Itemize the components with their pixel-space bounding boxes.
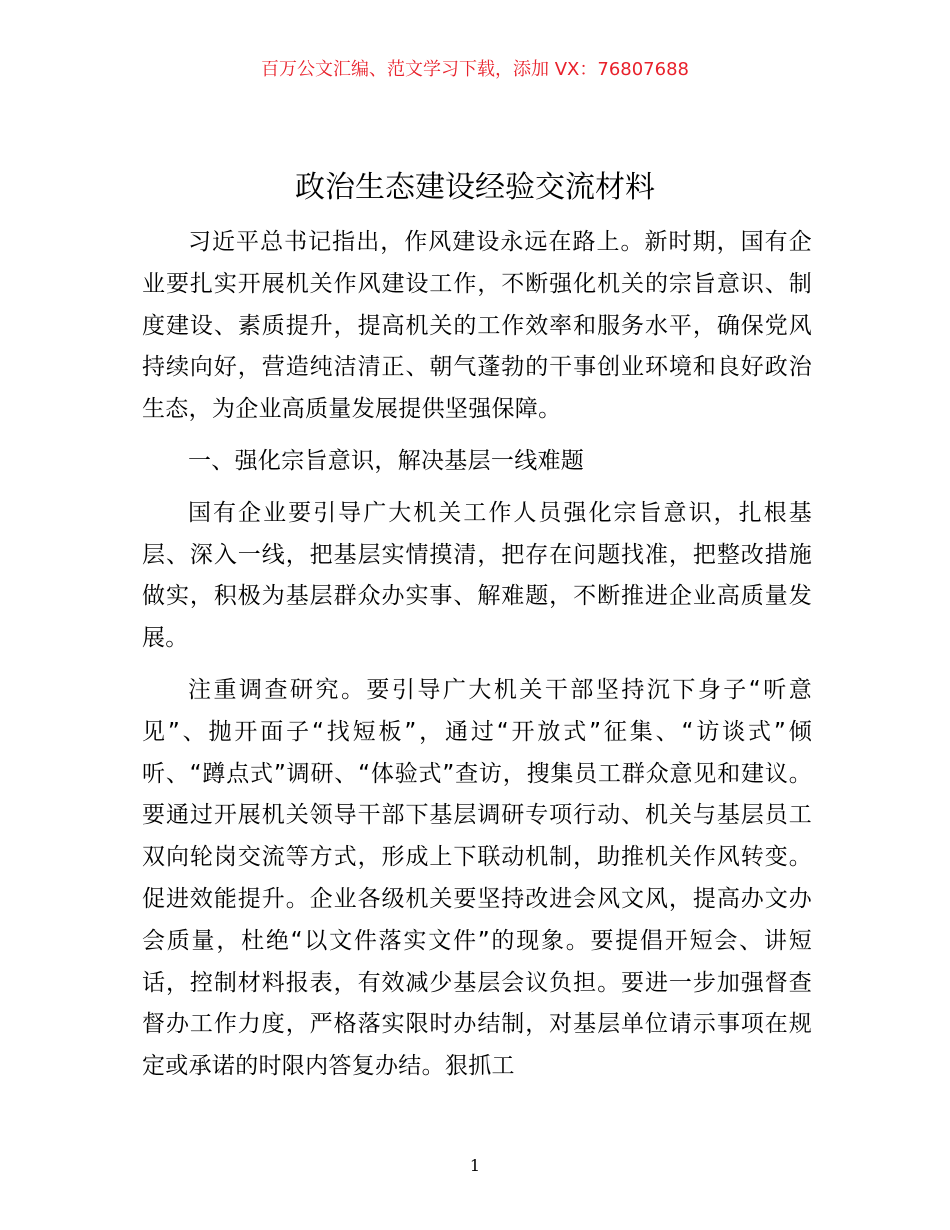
header-banner: 百万公文汇编、范文学习下载，添加 VX：76807688 [261,59,689,80]
paragraph-intro: 习近平总书记指出，作风建设永远在路上。新时期，国有企业要扎实开展机关作风建设工作，不断强化机关的宗旨意识、制度建设、素质提升，提高机关的工作效率和服务水平，确保党风持续向好，营造纯洁清正、朝气蓬勃的干事创业环境和良好政治生态，为企业高质量发展提供坚强保障。 [142,229,812,423]
section-heading-1: 一、强化宗旨意识，解决基层一线难题 [188,447,585,474]
page-number: 1 [469,1156,481,1175]
document-body [142,222,812,1098]
document-title: 政治生态建设经验交流材料 [295,170,655,205]
paragraph-research: 注重调查研究。要引导广大机关干部坚持沉下身子“听意见”、抛开面子“找短板”，通过“开放式”征集、“访谈式”倾听、“蹲点式”调研、“体验式”查访，搜集员工群众意见和建议。要通过开展机关领导干部下基层调研专项行动、机关与基层员工双向轮岗交流等方式，形成上下联动机制，助推机关作风转变。促进效能提升。企业各级机关要坚持改进会风文风，提高办文办会质量，杜绝“以文件落实文件”的现象。要提倡开短会、讲短话，控制材料报表，有效减少基层会议负担。要进一步加强督查督办工作力度，严格落实限时办结制，对基层单位请示事项在规定或承诺的时限内答复办结。狠抓工 [142,676,812,1080]
paragraph-section-1: 国有企业要引导广大机关工作人员强化宗旨意识，扎根基层、深入一线，把基层实情摸清，把存在问题找准，把整改措施做实，积极为基层群众办实事、解难题，不断推进企业高质量发展。 [142,499,812,652]
